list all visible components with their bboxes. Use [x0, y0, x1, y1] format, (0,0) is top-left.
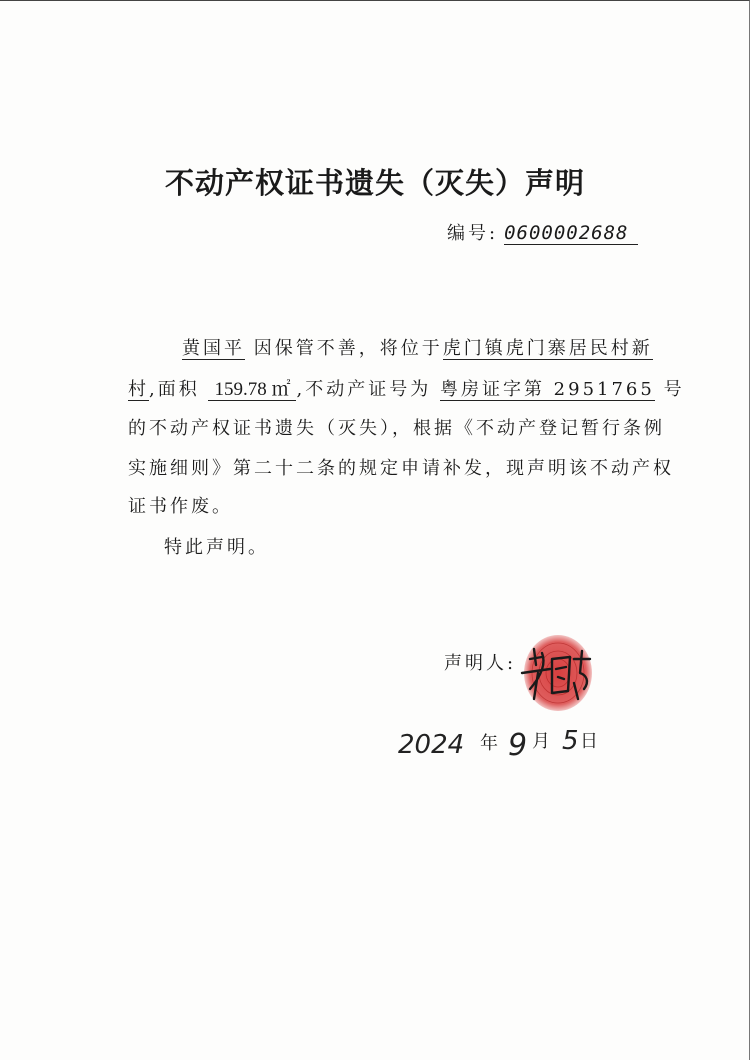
paragraph-line-4: 实施细则》第二十二条的规定申请补发，现声明该不动产权: [128, 458, 674, 479]
document-number: [447, 219, 638, 245]
text-segment: ,不动产证号为: [296, 379, 432, 400]
paragraph-line-2: [128, 378, 685, 402]
location-continued: 村: [128, 379, 149, 400]
date-month: 9: [508, 728, 528, 763]
date-year: 2024: [398, 730, 465, 760]
document-title: 不动产权证书遗失（灭失）声明: [164, 166, 585, 200]
text-segment: 号: [663, 379, 685, 400]
document-number-value: 0600002688: [504, 222, 638, 245]
paragraph-line-3: 的不动产权证书遗失（灭失），根据《不动产登记暂行条例: [128, 418, 665, 439]
certificate-number: 粤房证字第 2951765: [439, 379, 655, 400]
paragraph-line-5: 证书作废。: [128, 496, 233, 517]
signing-date: [396, 721, 626, 771]
date-day-unit: 日: [580, 731, 598, 752]
paragraph-line-1: [182, 337, 653, 361]
closing-statement: 特此声明。: [164, 537, 269, 558]
date-month-unit: 月: [532, 731, 550, 752]
document-number-label: 编号:: [447, 223, 499, 244]
owner-name: 黄国平: [182, 338, 245, 359]
date-year-unit: 年: [480, 733, 498, 754]
area-value: 159.78 ㎡: [208, 379, 296, 401]
declarant-label: 声明人:: [444, 653, 517, 674]
text-segment: 因保管不善，将位于: [253, 338, 443, 359]
date-day: 5: [562, 726, 579, 756]
location: 虎门镇虎门寨居民村新: [442, 338, 653, 359]
fingerprint-seal-signature: [512, 629, 598, 719]
text-segment: ,面积: [149, 379, 200, 400]
